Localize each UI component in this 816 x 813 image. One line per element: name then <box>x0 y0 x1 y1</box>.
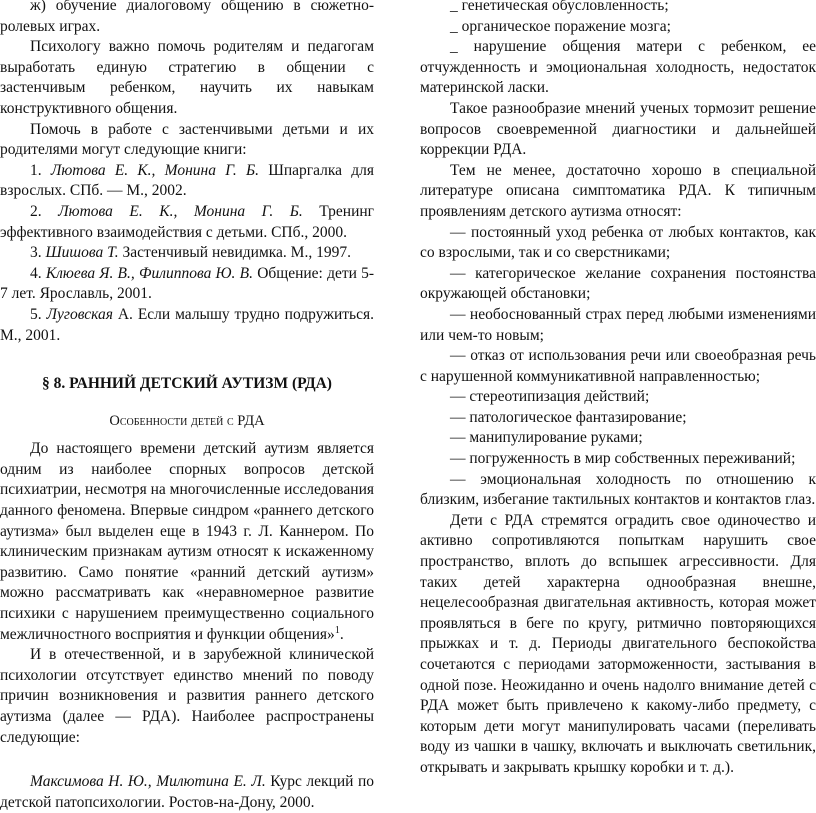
footnote-marker: 1 <box>334 624 340 636</box>
symptom-item: — постоянный уход ребенка от любых контактов, как со взрослыми, так и со сверстниками; <box>420 223 816 262</box>
book-author: Шишова Т. <box>45 244 119 262</box>
symptom-item: — стереотипизация действий; <box>450 388 650 406</box>
book-title: Шпаргалка для взрослых. СПб. — М., 2002. <box>0 161 375 200</box>
paragraph-rda-definition <box>0 439 374 645</box>
paragraph-rda-behavior: Дети с РДА стремятся оградить свое одиночество и активно сопротивляются попыткам нарушить свое пространство, вплоть до вспышек агрессивности. Для таких детей характерна однообразная внешне, нецелесообразная двигательная активность, которая может проявляться в беге по кругу, ритмично повторяющихся прыжках и т. д. Периоды двигательного беспокойства сочетаются с периодами заторможенности, застывания в одной позе. Неожиданно и очень надолго внимание детей с РДА может быть привлечено к какому-либо предмету, с которым дети могут манипулировать часами (переливать воду из чашки в чашку, включать и выключать светильник, открывать и закрывать крышку коробки и т. д.). <box>420 511 816 776</box>
book-number: 4. <box>30 264 42 282</box>
cause-item: _ органическое поражение мозга; <box>450 17 671 35</box>
symptom-item: — необоснованный страх перед любыми изменениями или чем-то новым; <box>420 305 816 344</box>
book-author: Лютова Е. К., Монина Г. Б. <box>58 202 303 220</box>
causes-list <box>420 0 816 99</box>
symptom-item: — отказ от использования речи или своеобразная речь с нарушенной коммуникативной направленностью; <box>420 347 816 385</box>
book-item <box>0 161 374 202</box>
paragraph-list-item-zh: ж) обучение диалоговому общению в сюжетно-ролевых играх. <box>0 0 374 35</box>
book-title: Общение: дети 5-7 лет. Ярославль, 2001. <box>0 264 375 303</box>
book-number: 3. <box>30 244 42 262</box>
section-heading: § 8. РАННИЙ ДЕТСКИЙ АУТИЗМ (РДА) <box>42 375 332 393</box>
book-author: Луговская <box>46 305 113 323</box>
book-title: А. Если малышу трудно подружиться. М., 2001. <box>0 305 374 344</box>
book-number: 5. <box>30 305 42 323</box>
right-column <box>420 0 816 779</box>
left-column <box>0 0 374 813</box>
book-item <box>0 202 374 243</box>
book-item <box>0 264 374 305</box>
symptom-item: — патологическое фантазирование; <box>450 408 687 426</box>
book-title: Застенчивый невидимка. М., 1997. <box>122 244 351 262</box>
paragraph-opinions-diversity: Такое разнообразие мнений ученых тормозит решение вопросов своевременной диагностики и дальнейшей коррекции РДА. <box>420 99 816 159</box>
book-author: Лютова Е. К., Монина Г. Б. <box>50 161 259 179</box>
book-title: Тренинг эффективного взаимодействия с детьми. СПб., 2000. <box>0 202 375 241</box>
symptom-item: — погруженность в мир собственных переживаний; <box>450 450 796 468</box>
cause-item: _ генетическая обусловленность; <box>450 0 669 14</box>
footnote-text: Курс лекций по детской патопсихологии. Ростов-на-Дону, 2000. <box>0 773 374 811</box>
book-list <box>0 161 374 346</box>
symptom-item: — эмоциональная холодность по отношению к близким, избегание тактильных контактов и контактов глаз. <box>420 470 816 509</box>
symptom-item: — манипулирование руками; <box>450 429 643 447</box>
book-item <box>0 305 374 346</box>
footnote-author: Максимова Н. Ю., Милютина Е. Л. <box>30 773 266 791</box>
book-author: Клюева Я. В., Филиппова Ю. В. <box>45 264 253 282</box>
book-number: 2. <box>30 202 42 220</box>
cause-item: _ нарушение общения матери с ребенком, ее отчужденность и эмоциональная холодность, недостаток материнской ласки. <box>420 38 816 97</box>
paragraph-symptoms-intro: Тем не менее, достаточно хорошо в специальной литературе описана симптоматика РДА. К типичным проявлениям детского аутизма относят: <box>420 161 816 220</box>
section-subheading: Особенности детей с РДА <box>109 412 265 429</box>
paragraph-psychologist-advice: Психологу важно помочь родителям и педагогам выработать единую стратегию в общении с застенчивым ребенком, научить их навыкам конструктивного общения. <box>0 38 374 117</box>
paragraph-books-intro: Помочь в работе с застенчивыми детьми и их родителями могут следующие книги: <box>0 120 374 159</box>
book-number: 1. <box>30 161 42 179</box>
paragraph-rda-definition-end: . <box>339 625 344 643</box>
symptom-item: — категорическое желание сохранения постоянства окружающей обстановки; <box>420 264 816 303</box>
book-item <box>0 243 374 264</box>
footnote <box>0 772 374 813</box>
paragraph-rda-causes-intro: И в отечественной, и в зарубежной клинической психологии отсутствует единство мнений по поводу причин возникновения и развития раннего детского аутизма (далее — РДА). Наиболее распространены следующие: <box>0 646 374 746</box>
paragraph-rda-definition-text: До настоящего времени детский аутизм является одним из наиболее спорных вопросов детской психиатрии, несмотря на многочисленные исследования данного феномена. Впервые синдром «раннего детского аутизма» был выделен еще в 1943 г. Л. Каннером. По клиническим признакам аутизм относят к искаженному развитию. Само понятие «ранний детский аутизм» можно рассматривать как «неравномерное развитие психики с нарушением преимущественно социального межличностного восприятия и функции общения» <box>0 440 374 643</box>
symptoms-list <box>420 223 816 511</box>
